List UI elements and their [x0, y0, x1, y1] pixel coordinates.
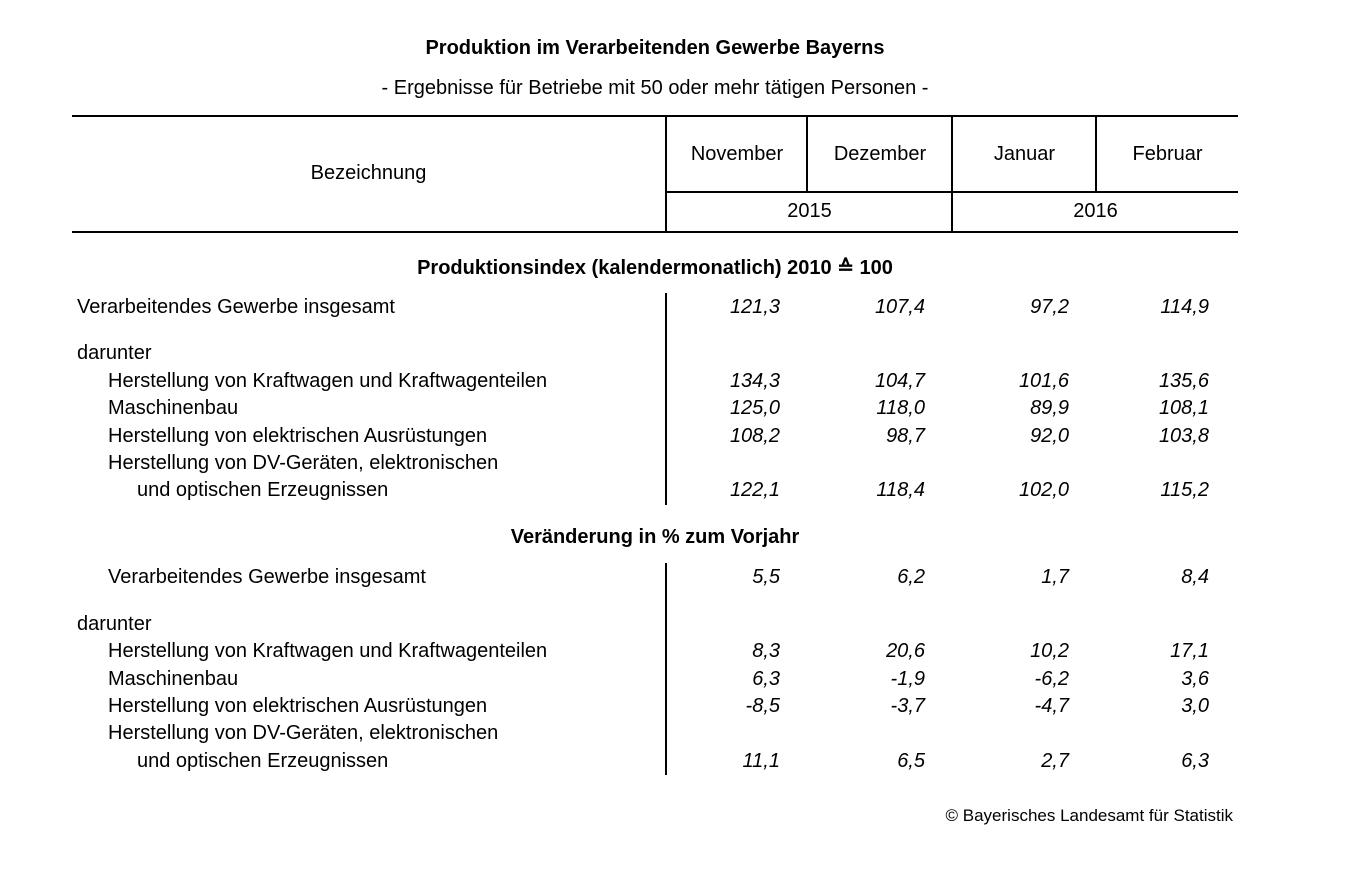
cell-value: 3,0: [1181, 695, 1209, 717]
cell-value: 6,2: [897, 566, 925, 588]
cell-value: 122,1: [729, 479, 780, 501]
cell-value: -3,7: [890, 695, 925, 717]
cell-value: 107,4: [874, 296, 925, 318]
cell-value: 114,9: [1160, 296, 1209, 318]
cell-value: 103,8: [1158, 425, 1209, 447]
row-label: und optischen Erzeugnissen: [137, 750, 389, 772]
cell-value: 102,0: [1018, 479, 1069, 501]
cell-value: 108,1: [1158, 397, 1209, 419]
section-title: Veränderung in % zum Vorjahr: [510, 526, 800, 548]
cell-value: -6,2: [1034, 668, 1069, 690]
darunter-label: darunter: [77, 342, 152, 364]
page-subtitle: - Ergebnisse für Betriebe mit 50 oder mehr tätigen Personen -: [381, 77, 929, 99]
header-month: November: [690, 143, 784, 165]
row-label: Herstellung von Kraftwagen und Kraftwagenteilen: [108, 370, 548, 392]
cell-value: 6,3: [752, 668, 780, 690]
cell-value: 17,1: [1170, 640, 1209, 662]
cell-value: 104,7: [874, 370, 925, 392]
copyright-footer: © Bayerisches Landesamt für Statistik: [945, 806, 1233, 825]
header-month: Dezember: [833, 143, 927, 165]
cell-value: 10,2: [1030, 640, 1069, 662]
cell-value: 108,2: [729, 425, 780, 447]
header-month: Januar: [993, 143, 1056, 165]
cell-value: 5,5: [752, 566, 780, 588]
header-year: 2015: [787, 200, 832, 222]
row-label: Herstellung von elektrischen Ausrüstungen: [108, 695, 488, 717]
section-title: Produktionsindex (kalendermonatlich) 2010 ≙ 100: [417, 257, 893, 279]
row-label: Herstellung von Kraftwagen und Kraftwagenteilen: [108, 640, 548, 662]
cell-value: 134,3: [729, 370, 780, 392]
cell-value: 118,4: [876, 479, 925, 501]
cell-value: 11,1: [742, 750, 780, 772]
cell-value: 3,6: [1181, 668, 1209, 690]
row-label: und optischen Erzeugnissen: [137, 479, 389, 501]
cell-value: 92,0: [1030, 425, 1069, 447]
row-label: Herstellung von DV-Geräten, elektronischen: [108, 452, 499, 474]
row-label: Maschinenbau: [108, 668, 239, 690]
cell-value: 89,9: [1030, 397, 1069, 419]
row-label: Maschinenbau: [108, 397, 239, 419]
cell-value: 6,3: [1181, 750, 1209, 772]
row-label: Verarbeitendes Gewerbe insgesamt: [108, 566, 426, 588]
header-bottom-rule: [72, 231, 1238, 233]
darunter-label: darunter: [77, 613, 152, 635]
cell-value: 121,3: [729, 296, 780, 318]
cell-value: 115,2: [1160, 479, 1209, 501]
page-title: Produktion im Verarbeitenden Gewerbe Bayerns: [425, 37, 885, 59]
cell-value: 125,0: [729, 397, 780, 419]
cell-value: 6,5: [897, 750, 925, 772]
cell-value: 20,6: [886, 640, 925, 662]
row-label: Herstellung von elektrischen Ausrüstungen: [108, 425, 488, 447]
cell-value: 1,7: [1041, 566, 1069, 588]
cell-value: 97,2: [1030, 296, 1069, 318]
cell-value: -1,9: [890, 668, 925, 690]
cell-value: 135,6: [1158, 370, 1209, 392]
cell-value: -4,7: [1034, 695, 1069, 717]
row-label: Verarbeitendes Gewerbe insgesamt: [77, 296, 395, 318]
cell-value: 98,7: [886, 425, 925, 447]
cell-value: -8,5: [745, 695, 780, 717]
cell-value: 118,0: [876, 397, 925, 419]
header-bezeichnung: Bezeichnung: [310, 162, 427, 184]
cell-value: 2,7: [1041, 750, 1069, 772]
row-label: Herstellung von DV-Geräten, elektronischen: [108, 722, 499, 744]
header-year: 2016: [1073, 200, 1118, 222]
cell-value: 8,3: [752, 640, 780, 662]
header-month: Februar: [1132, 143, 1203, 165]
cell-value: 101,6: [1018, 370, 1069, 392]
cell-value: 8,4: [1181, 566, 1209, 588]
table-top-rule: [72, 115, 1238, 117]
